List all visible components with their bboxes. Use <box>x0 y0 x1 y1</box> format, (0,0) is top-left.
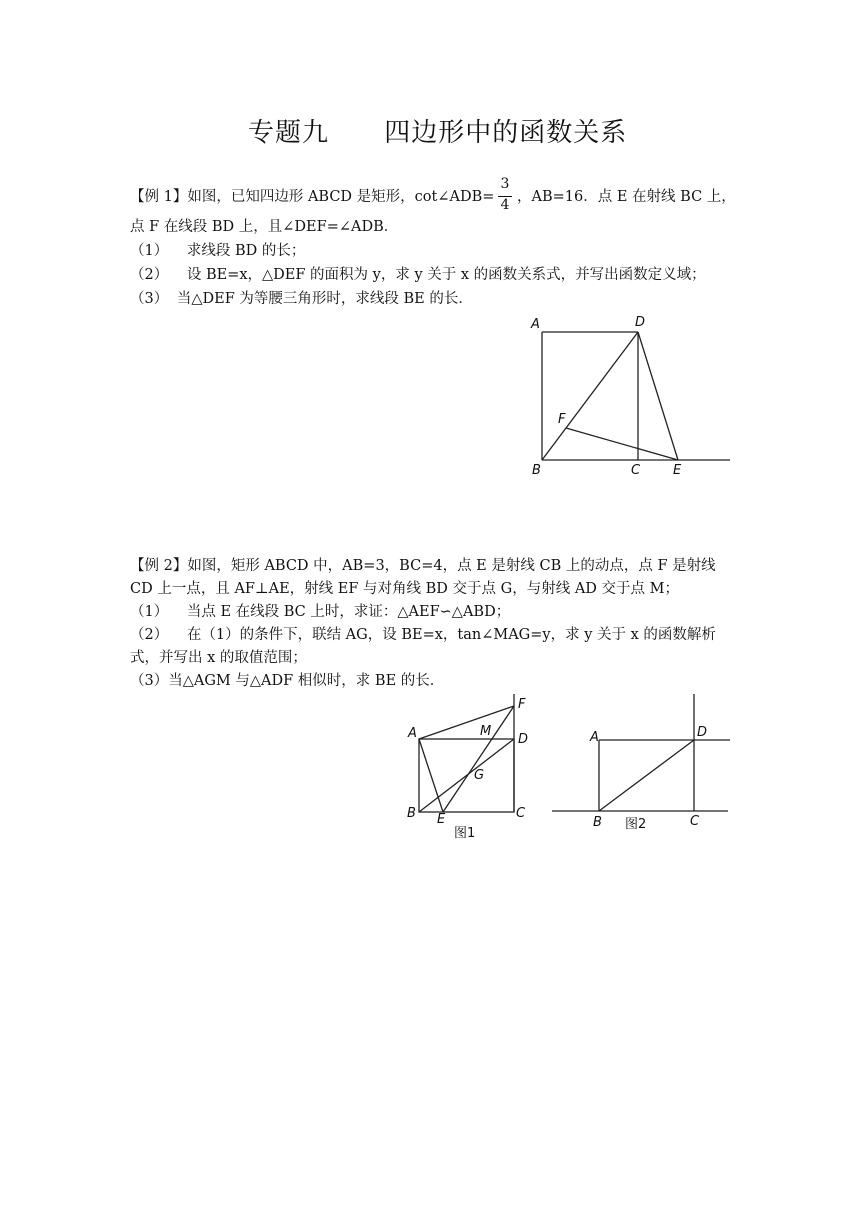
ex2-item-1 <box>130 601 510 623</box>
ex1-item-2 <box>130 264 706 286</box>
fig2-label-b: B <box>593 815 602 830</box>
ex1-item-num: （2） <box>130 267 169 283</box>
ex1-item-text: 求线段 BD 的长； <box>186 243 306 259</box>
segment-ae <box>419 739 443 812</box>
ex2-line2: CD 上一点，且 AF⊥AE，射线 EF 与对角线 BD 交于点 G，与射线 AD 交于点 M； <box>130 581 679 597</box>
title-part2: 四边形中的函数关系 <box>384 118 628 148</box>
ex2-item-2-cont: 式，并写出 x 的取值范围； <box>130 650 307 666</box>
ex1-item-num: （3） <box>130 291 169 307</box>
segment-bd <box>599 740 694 811</box>
ex1-frac-numerator: 3 <box>500 176 510 192</box>
segment-fe <box>566 428 678 460</box>
title-part1: 专题九 <box>248 118 330 148</box>
fig2-label-a: A <box>590 730 599 745</box>
ex1-item-1 <box>130 240 305 262</box>
segment-de <box>638 332 678 460</box>
label-b: B <box>532 463 541 478</box>
ex1-intro-pre: 【例 1】如图，已知四边形 ABCD 是矩形，cot∠ADB= <box>130 189 495 205</box>
ex1-intro-post: ，AB=16．点 E 在射线 BC 上， <box>517 189 736 205</box>
segment-bd <box>542 332 638 460</box>
ex2-figure-2 <box>550 692 732 842</box>
fig1-caption: 图1 <box>454 826 476 841</box>
ex2-item-text: 当点 E 在线段 BC 上时，求证：△AEF∽△ABD； <box>186 604 511 620</box>
ex2-figure-1 <box>400 692 540 842</box>
ex2-intro: 【例 2】如图，矩形 ABCD 中，AB=3，BC=4，点 E 是射线 CB 上的动点，点 F 是射线 <box>130 558 716 574</box>
ex1-item-3 <box>130 288 473 310</box>
fig1-label-g: G <box>474 768 485 783</box>
ex1-line2: 点 F 在线段 BD 上，且∠DEF=∠ADB． <box>130 219 399 235</box>
ex1-item-num: （1） <box>130 243 169 259</box>
fig2-label-d: D <box>697 725 708 740</box>
ex1-item-text: 设 BE=x，△DEF 的面积为 y，求 y 关于 x 的函数关系式，并写出函数定义域； <box>186 267 706 283</box>
ex2-item-num: （2） <box>130 627 169 643</box>
label-f: F <box>558 412 566 427</box>
label-c: C <box>631 463 641 478</box>
ex1-item-text: 当△DEF 为等腰三角形时，求线段 BE 的长． <box>176 291 473 307</box>
label-d: D <box>635 315 646 330</box>
label-e: E <box>673 463 682 478</box>
fig1-label-m: M <box>480 724 492 739</box>
ex1-frac-denominator: 4 <box>500 197 510 213</box>
fig2-caption: 图2 <box>625 817 647 832</box>
fig1-label-d: D <box>518 732 529 747</box>
segment-bd <box>419 739 514 812</box>
ex2-item-3: （3）当△AGM 与△ADF 相似时，求 BE 的长． <box>130 673 445 689</box>
segment-af <box>419 706 514 739</box>
label-a: A <box>531 317 540 332</box>
ray-ef <box>443 706 514 812</box>
ex1-figure <box>525 312 735 482</box>
fig1-label-b: B <box>407 806 416 821</box>
page-title <box>248 112 627 149</box>
fig1-label-a: A <box>408 726 417 741</box>
ex2-item-2 <box>130 624 716 646</box>
fig2-label-c: C <box>690 814 700 829</box>
fig1-label-e: E <box>437 812 446 827</box>
ex2-item-text: 在（1）的条件下，联结 AG，设 BE=x，tan∠MAG=y，求 y 关于 x 的函数解析 <box>186 627 716 643</box>
ex2-item-num: （1） <box>130 604 169 620</box>
fig1-label-c: C <box>516 806 526 821</box>
fig1-label-f: F <box>518 697 526 712</box>
